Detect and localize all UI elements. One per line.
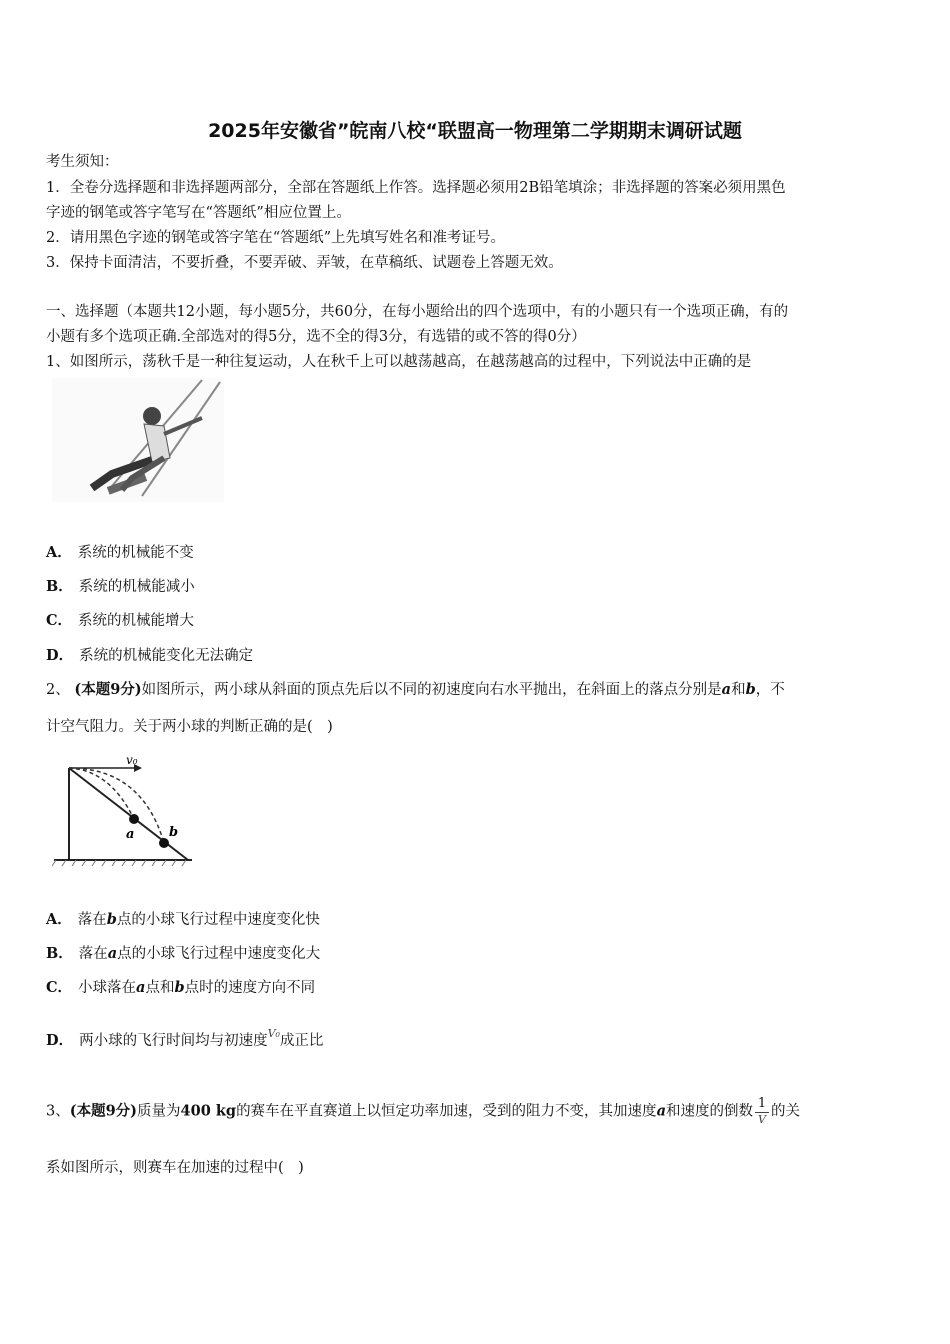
q2-stem-cont: 计空气阻力。关于两小球的判断正确的是( ) xyxy=(46,719,333,735)
incline-figure xyxy=(52,748,198,872)
notice-item: 2．请用黑色字迹的钢笔或答字笔在“答题纸”上先填写姓名和准考证号。 xyxy=(46,230,506,246)
q2-option-d[interactable]: D． 两小球的飞行时间均与初速度$^{V_0}$成正比 xyxy=(46,1027,324,1049)
notice-item: 1．全卷分选择题和非选择题两部分，全部在答题纸上作答。选择题必须用2B铅笔填涂；非选择题的答案必须用黑色 xyxy=(46,180,786,196)
notice-item: 3．保持卡面清洁，不要折叠，不要弄破、弄皱，在草稿纸、试题卷上答题无效。 xyxy=(46,255,563,271)
q1-option-b[interactable]: B． 系统的机械能减小 xyxy=(46,578,195,595)
reciprocal-fraction: 1 V xyxy=(755,1096,769,1127)
q1-option-c[interactable]: C． 系统的机械能增大 xyxy=(46,612,195,629)
q1-option-a[interactable]: A． 系统的机械能不变 xyxy=(46,544,194,561)
q3-stem: 3、(本题9分)质量为400 kg的赛车在平直赛道上以恒定功率加速，受到的阻力不变，其加速度a和速度的倒数 1 V 的关 xyxy=(46,1096,800,1126)
swing-figure xyxy=(52,378,224,502)
page-title: 2025年安徽省”皖南八校“联盟高一物理第二学期期末调研试题 xyxy=(208,120,742,142)
section-heading-cont: 小题有多个选项正确.全部选对的得5分，选不全的得3分，有选错的或不答的得0分） xyxy=(46,329,586,345)
q3-stem-cont: 系如图所示，则赛车在加速的过程中( ) xyxy=(46,1160,304,1176)
q2-stem: 2、 (本题9分)如图所示，两小球从斜面的顶点先后以不同的初速度向右水平抛出，在斜面上的落点分别是a和b，不 xyxy=(46,681,785,698)
notice-item: 字迹的钢笔或答字笔写在“答题纸”相应位置上。 xyxy=(46,205,351,221)
q2-option-c[interactable]: C． 小球落在a点和b点时的速度方向不同 xyxy=(46,979,316,996)
section-heading: 一、选择题（本题共12小题，每小题5分，共60分，在每小题给出的四个选项中，有的小题只有一个选项正确，有的 xyxy=(46,304,789,320)
point-a-label: a xyxy=(126,827,135,842)
q2-option-a[interactable]: A． 落在b点的小球飞行过程中速度变化快 xyxy=(46,911,320,928)
v0-symbol: V₀ xyxy=(267,1027,280,1040)
point-b-label: b xyxy=(169,825,179,840)
v0-label: v₀ xyxy=(126,753,138,767)
q2-option-b[interactable]: B． 落在a点的小球飞行过程中速度变化大 xyxy=(46,945,321,962)
q1-option-d[interactable]: D． 系统的机械能变化无法确定 xyxy=(46,647,254,664)
q1-stem: 1、如图所示，荡秋千是一种往复运动，人在秋千上可以越荡越高，在越荡越高的过程中，下列说法中正确的是 xyxy=(46,354,752,370)
notice-heading: 考生须知： xyxy=(46,154,119,170)
